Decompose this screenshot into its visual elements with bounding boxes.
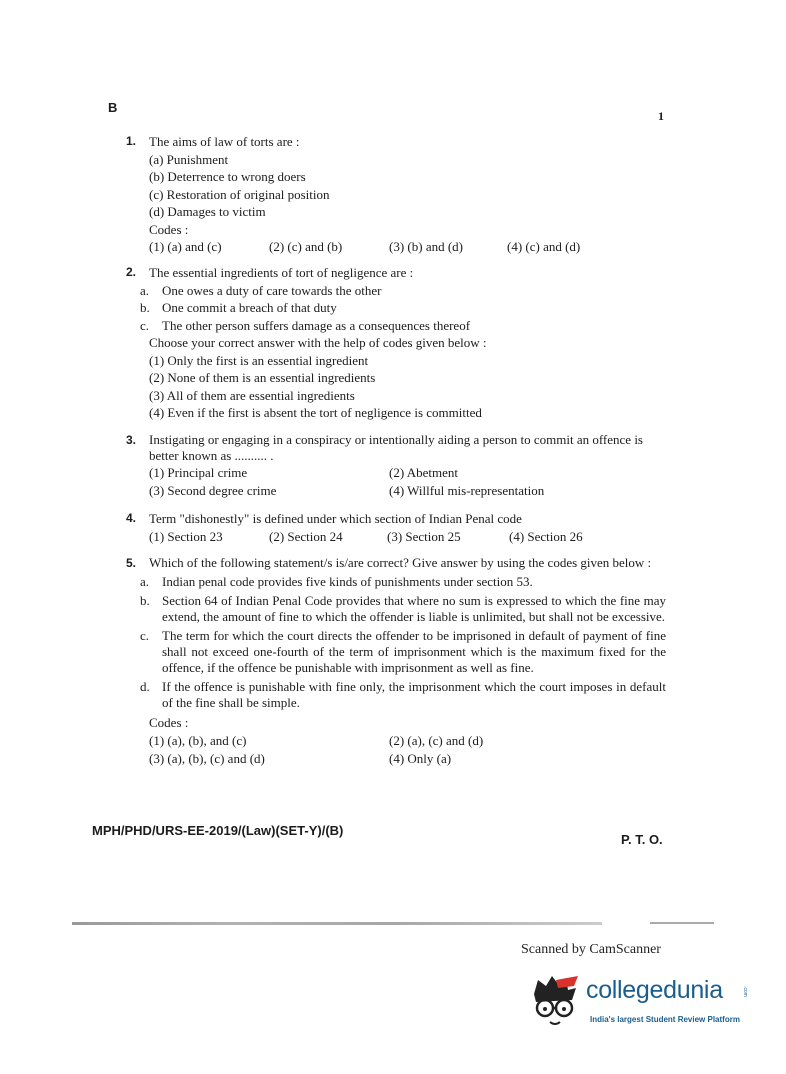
- question-1: [126, 133, 666, 256]
- question-text: The essential ingredients of tort of negligence are :: [149, 265, 414, 280]
- set-letter: B: [108, 100, 118, 115]
- brand-tagline: India's largest Student Review Platform: [590, 1015, 740, 1024]
- question-3: [126, 432, 666, 499]
- statement-label: b.: [140, 593, 150, 608]
- question-item: (c) Restoration of original position: [149, 186, 330, 202]
- scan-edge-line: [72, 922, 602, 925]
- statement-label: c.: [140, 317, 150, 333]
- statement-text: If the offence is punishable with fine only, the imprisonment which the court imposes in default of the fine shall be simple.: [162, 679, 666, 710]
- question-text: Instigating or engaging in a conspiracy or intentionally aiding a person to commit an offence is better known as .......... .: [149, 432, 643, 463]
- option: (1) Section 23: [149, 528, 223, 544]
- option: (2) (c) and (b): [269, 239, 343, 254]
- option: (3) All of them are essential ingredients: [149, 387, 355, 403]
- option: (3) Second degree crime: [149, 482, 277, 498]
- question-text: The aims of law of torts are :: [149, 134, 300, 149]
- statement: [126, 299, 666, 317]
- question-item: (a) Punishment: [149, 151, 229, 167]
- question-item: (b) Deterrence to wrong doers: [149, 169, 306, 184]
- option: (4) (c) and (d): [507, 239, 581, 254]
- option: (2) Section 24: [269, 528, 343, 544]
- collegedunia-logo: [528, 972, 758, 1032]
- scanner-credit: Scanned by CamScanner: [521, 942, 661, 957]
- option: (3) (a), (b), (c) and (d): [149, 751, 265, 766]
- statement: [126, 679, 666, 711]
- options-row: [126, 528, 666, 546]
- question-text: Term "dishonestly" is defined under which section of Indian Penal code: [149, 511, 522, 526]
- codes-label: Codes :: [149, 221, 189, 237]
- options-grid: [126, 464, 666, 499]
- statement-label: a.: [140, 282, 150, 298]
- statement: [126, 628, 666, 676]
- option: (1) (a), (b), and (c): [149, 733, 247, 748]
- paper-code: MPH/PHD/URS-EE-2019/(Law)(SET-Y)/(B): [92, 823, 344, 838]
- option: (2) None of them is an essential ingredients: [149, 370, 376, 385]
- option: (4) Only (a): [389, 751, 452, 766]
- statement: [126, 593, 666, 625]
- question-number: 4.: [126, 511, 137, 525]
- statement-text: The other person suffers damage as a consequences thereof: [162, 317, 471, 333]
- statement-text: The term for which the court directs the offender to be imprisoned in default of payment of fine shall not exceed one-fourth of the term of imprisonment which is the maximum fixed for the offence, if the offence be punishable with imprisonment as well as fine.: [162, 628, 666, 675]
- instruction: Choose your correct answer with the help of codes given below :: [149, 335, 487, 350]
- statement-text: Section 64 of Indian Penal Code provides that where no sum is expressed to which the fine may extend, the amount of fine to which the offender is liable is unlimited, but shall not be excessive.: [162, 593, 666, 624]
- option: (3) Section 25: [387, 528, 461, 544]
- option: (3) (b) and (d): [389, 239, 463, 254]
- statement-text: Indian penal code provides five kinds of punishments under section 53.: [162, 574, 533, 589]
- statement: [126, 317, 666, 335]
- question-4: [126, 510, 666, 545]
- option: (4) Even if the first is absent the tort of negligence is committed: [149, 405, 482, 420]
- question-number: 2.: [126, 265, 137, 279]
- statement-label: b.: [140, 300, 150, 315]
- option: (1) Only the first is an essential ingredient: [149, 352, 369, 368]
- question-number: 5.: [126, 556, 137, 570]
- options-row: [126, 238, 666, 256]
- codes-label: Codes :: [149, 715, 189, 730]
- option: (4) Willful mis-representation: [389, 482, 545, 498]
- statement-label: c.: [140, 628, 150, 643]
- statement-text: One owes a duty of care towards the other: [162, 282, 382, 298]
- brand-suffix: .com: [742, 986, 748, 997]
- option: (4) Section 26: [509, 528, 583, 544]
- option: (2) (a), (c) and (d): [389, 733, 484, 748]
- pto-label: P. T. O.: [621, 832, 663, 847]
- option: (2) Abetment: [389, 465, 458, 480]
- option: (1) (a) and (c): [149, 239, 222, 254]
- statement: [126, 282, 666, 300]
- page-number: 1: [658, 109, 664, 123]
- statement: [126, 574, 666, 590]
- question-2: [126, 264, 666, 422]
- question-text: Which of the following statement/s is/are correct? Give answer by using the codes given below :: [149, 555, 652, 570]
- question-number: 1.: [126, 134, 137, 148]
- options-grid: [126, 732, 666, 768]
- question-5: [126, 555, 666, 768]
- brand-name: collegedunia: [586, 976, 723, 1004]
- question-item: (d) Damages to victim: [149, 204, 266, 219]
- statement-text: One commit a breach of that duty: [162, 300, 337, 315]
- scan-edge-line: [650, 922, 714, 924]
- statement-label: d.: [140, 679, 150, 694]
- option: (1) Principal crime: [149, 465, 248, 480]
- question-number: 3.: [126, 433, 137, 447]
- mascot-icon: [528, 972, 584, 1032]
- statement-label: a.: [140, 574, 150, 589]
